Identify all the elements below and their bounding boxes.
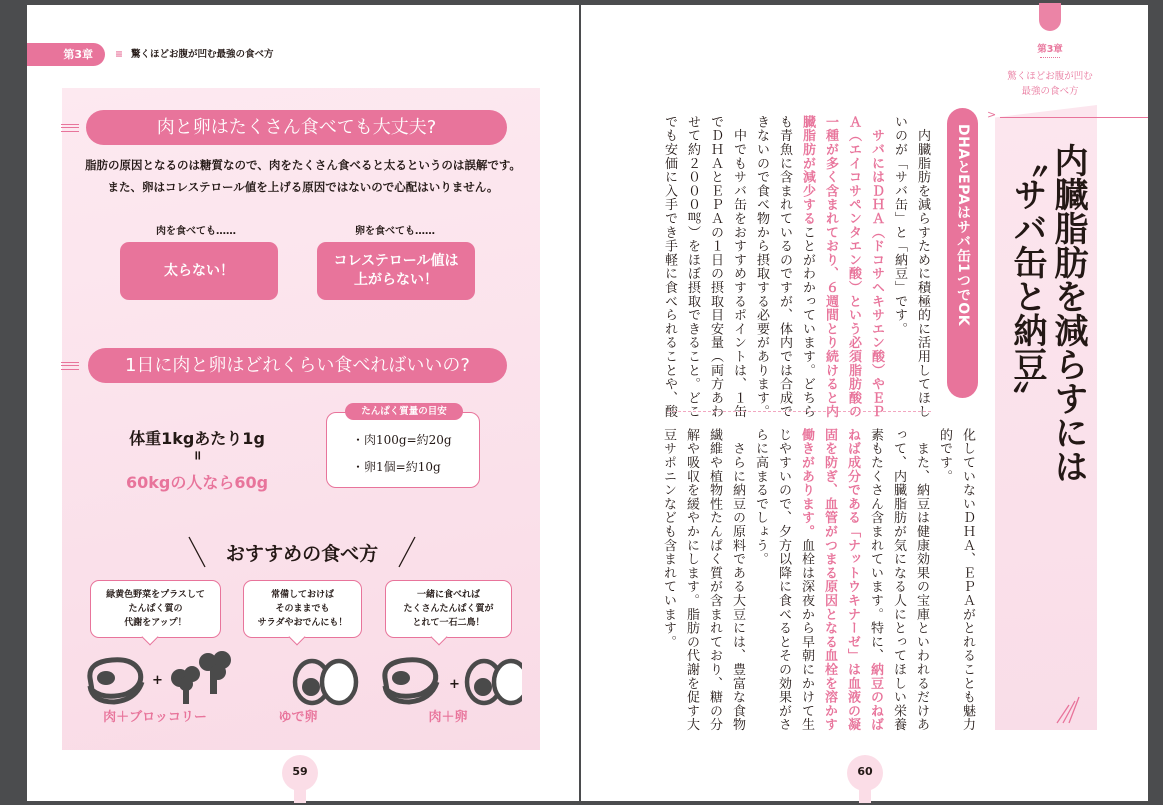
text-column [818,428,841,732]
food-icons [82,650,522,710]
body-text: らに高まるでしょう。 [753,428,768,566]
text-column [750,115,773,419]
food-label-boiled-egg: ゆで卵 [278,710,318,725]
right-page-60 [581,5,1148,801]
title-rule [1000,117,1148,118]
subtitle-pill: DHAとEPAはサバ缶1つでOK [947,108,978,398]
text-column [887,428,910,732]
text-column [956,428,979,732]
recommend-heading: おすすめの食べ方 [225,543,379,565]
protein-rule-line2: 60kgの人なら60g [125,473,269,492]
section1-body-line2: また、卵はコレステロール値を上げる原因ではないので心配はいりません。 [107,180,499,194]
highlighted-text: 一種が多く含まれており、６週間とり続けると内 [823,115,838,419]
text-column [727,115,750,419]
food-label-meat-egg: 肉＋卵 [428,710,468,725]
text-column [704,115,727,419]
running-head-text: 驚くほどお腹が凹む最強の食べ方 [130,49,274,60]
card-result-meat: 太らない！ [120,242,278,300]
text-column [864,428,887,732]
body-text: 内臓脂肪を減らすために積極的に活用してほし [915,115,930,419]
chapter-tab: 第3章 [27,43,105,66]
text-column [772,428,795,732]
page-number: 60 [847,755,883,791]
body-text: じやすいので、夕方以降に食べるとその効果がさ [776,428,791,732]
highlighted-text: サバにはＤＨＡ（ドコサヘキサエン酸）やＥＰ [869,115,884,419]
chapter-label: 第3章 [1037,44,1063,55]
text-column [910,428,933,732]
chapter-title-line2: 最強の食べ方 [1021,86,1079,97]
body-text: 豆サポニンなども含まれています。 [661,428,676,649]
body-text: さらに納豆の原料である大豆には、豊富な食物 [730,428,745,732]
protein-info-item: ・卵1個=約10g [352,460,441,474]
body-text: いのが「サバ缶」と「納豆」です。 [892,115,907,336]
card-label-egg: 卵を食べても…… [355,226,435,237]
text-column [795,428,818,732]
text-column [749,428,772,566]
text-column [911,115,934,419]
meat-icon [385,660,437,702]
body-text: 的です。 [937,428,952,484]
highlighted-text: 臓脂肪が減少する [800,115,815,226]
card-label-meat: 肉を食べても…… [156,226,236,237]
heading-lines-icon [61,124,79,132]
section2-heading: 1日に肉と卵はどれくらい食べればいいの? [88,348,507,383]
body-text: せて約２０００㎎）をほぼ摂取できること。どこ [685,115,700,419]
broccoli-icon [171,651,231,704]
tip-bubble-3: 一緒に食べれば たくさんたんぱく質が とれて一石二鳥！ [385,580,512,638]
section1-body-line1: 脂肪の原因となるのは糖質なので、肉をたくさん食べると太るというのは誤解です。 [85,158,521,172]
body-text: 化していないＤＨＡ、ＥＰＡがとれることも魅力 [960,428,975,732]
running-head [115,48,273,62]
block-divider [668,411,931,412]
plus-sign: + [449,677,460,692]
tip-bubble-2: 常備しておけば そのままでも サラダやおでんにも！ [243,580,362,638]
body-text: も青魚に含まれているのですが、体内では合成で [777,115,792,419]
highlighted-text: Ａ（エイコサペンタエン酸）という必須脂肪酸の [846,115,861,419]
slash-marks-icon [1055,695,1081,725]
chapter-tab-blob [1039,3,1061,31]
text-column [726,428,749,732]
body-text: きないので食べ物から摂取する必要があります。 [754,115,769,419]
equals-sign: = [189,450,205,461]
card-result-egg: コレステロール値は 上がらない！ [317,242,475,300]
tip-bubble-1: 緑黄色野菜をプラスして たんぱく質の 代謝をアップ！ [90,580,221,638]
body-text: ことがわかっています。どちら [800,225,815,419]
protein-info-box [326,412,480,488]
left-page-59 [27,5,579,801]
body-text: 解や吸収を緩やかにします。脂肪の代謝を促す大 [684,428,699,732]
divider [1040,57,1060,58]
title-line1: 内臓脂肪を減らすには [1048,143,1088,483]
food-label-meat-broccoli: 肉＋ブロッコリー [103,710,207,725]
boiled-egg-icon [467,661,522,703]
highlighted-text: 働きがあります。 [799,428,814,539]
body-text: 中でもサバ缶をおすすめするポイントは、１缶 [731,115,746,419]
highlighted-text: ねば成分である「ナットウキナーゼ」は血液の凝 [845,428,860,732]
protein-info-title: たんぱく質量の目安 [345,403,463,420]
body-text: って、内臓脂肪が気になる人にとってほしい栄養 [891,428,906,732]
title-line2: 〝サバ缶と納豆〟 [1007,143,1047,415]
menu-lines-icon: ≡ [115,49,123,60]
page-tab-stem [294,789,306,803]
text-column [681,115,704,419]
highlighted-text: 固を防ぎ、血管がつまる原因となる血栓を溶かす [822,428,837,732]
text-column [933,428,956,483]
protein-rule-line1: 体重1kgあたり1g [129,429,265,448]
meat-icon [90,660,142,702]
protein-info-item: ・肉100g=約20g [352,433,452,447]
body-text: 素もたくさん含まれています。特に、 [868,428,883,663]
text-column [680,428,703,732]
text-column [842,115,865,419]
text-column [703,428,726,732]
chapter-title-line1: 驚くほどお腹が凹む [1007,71,1093,82]
body-text: 血栓は深夜から早朝にかけて生 [799,538,814,732]
text-column [796,115,819,419]
text-column [658,115,681,419]
text-column [865,115,888,419]
body-text: また、納豆は健康効果の宝庫といわれるだけあ [914,428,929,732]
text-column [841,428,864,732]
heading-lines-icon [61,362,79,370]
body-text: でＤＨＡとＥＰＡの１日の摂取目安量（両方あわ [708,115,723,419]
text-column [888,115,911,336]
body-text: でも安価に入手でき手軽に食べられることや、酸 [662,115,677,419]
plus-sign: + [152,673,163,688]
highlighted-text: 納豆のねば [868,662,883,732]
boiled-egg-icon [295,661,356,703]
page-number: 59 [282,755,318,791]
body-text: 繊維や植物性たんぱく質が含まれており、糖の分 [707,428,722,732]
bracket-mark-icon: > [987,108,997,121]
page-tab-stem [859,789,871,803]
text-column [773,115,796,419]
section1-heading: 肉と卵はたくさん食べても大丈夫? [86,110,507,145]
text-column [657,428,680,649]
text-column [819,115,842,419]
